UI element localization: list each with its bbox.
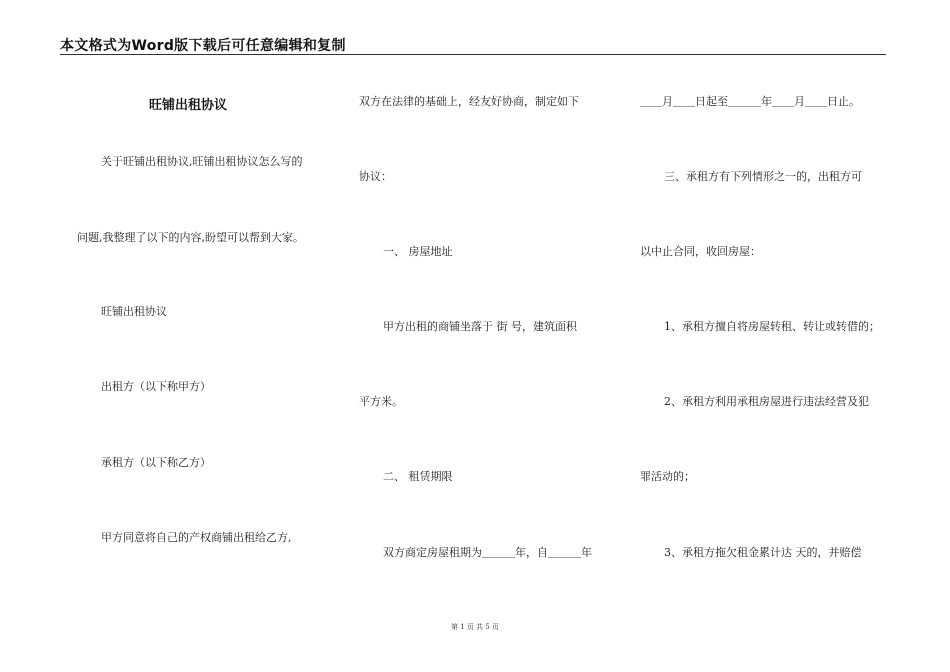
- list-item: 2、承租方利用承租房屋进行违法经营及犯: [664, 395, 869, 408]
- list-item: 1、承租方擅自将房屋转租、转让或转借的；: [664, 320, 880, 333]
- text-line: 甲方同意将自己的产权商铺出租给乙方,: [101, 531, 292, 544]
- section-heading: 二、 租赁期限: [383, 470, 453, 483]
- text-line: 罪活动的；: [640, 470, 695, 483]
- text-line: 协议：: [359, 170, 392, 183]
- header-divider: [60, 54, 886, 55]
- text-line: 以中止合同，收回房屋：: [640, 245, 761, 258]
- text-line: 甲方出租的商铺坐落于 街 号，建筑面积: [383, 320, 577, 333]
- text-line: 关于旺铺出租协议,旺铺出租协议怎么写的: [101, 155, 303, 168]
- text-line: 问题,我整理了以下的内容,盼望可以帮到大家。: [77, 231, 304, 244]
- text-line: 平方米。: [359, 395, 403, 408]
- page-footer: 第 1 页 共 5 页: [450, 623, 500, 631]
- section-heading: 一、 房屋地址: [383, 245, 453, 258]
- section-heading: 三、承租方有下列情形之一的，出租方可: [664, 170, 862, 183]
- text-line: 旺铺出租协议: [101, 305, 167, 318]
- text-line: 双方在法律的基础上，经友好协商，制定如下: [359, 95, 579, 108]
- text-line: 双方商定房屋租期为＿＿＿年，自＿＿＿年: [383, 546, 592, 559]
- document-title: 旺铺出租协议: [149, 98, 228, 113]
- text-line: 出租方（以下称甲方）: [101, 380, 211, 393]
- list-item: 3、承租方拖欠租金累计达 天的，并赔偿: [664, 546, 862, 559]
- text-line: 承租方（以下称乙方）: [101, 456, 211, 469]
- page-header-title: 本文格式为Word版下载后可任意编辑和复制: [60, 38, 346, 54]
- text-line: ＿＿月＿＿日起至＿＿＿年＿＿月＿＿日止。: [640, 95, 860, 108]
